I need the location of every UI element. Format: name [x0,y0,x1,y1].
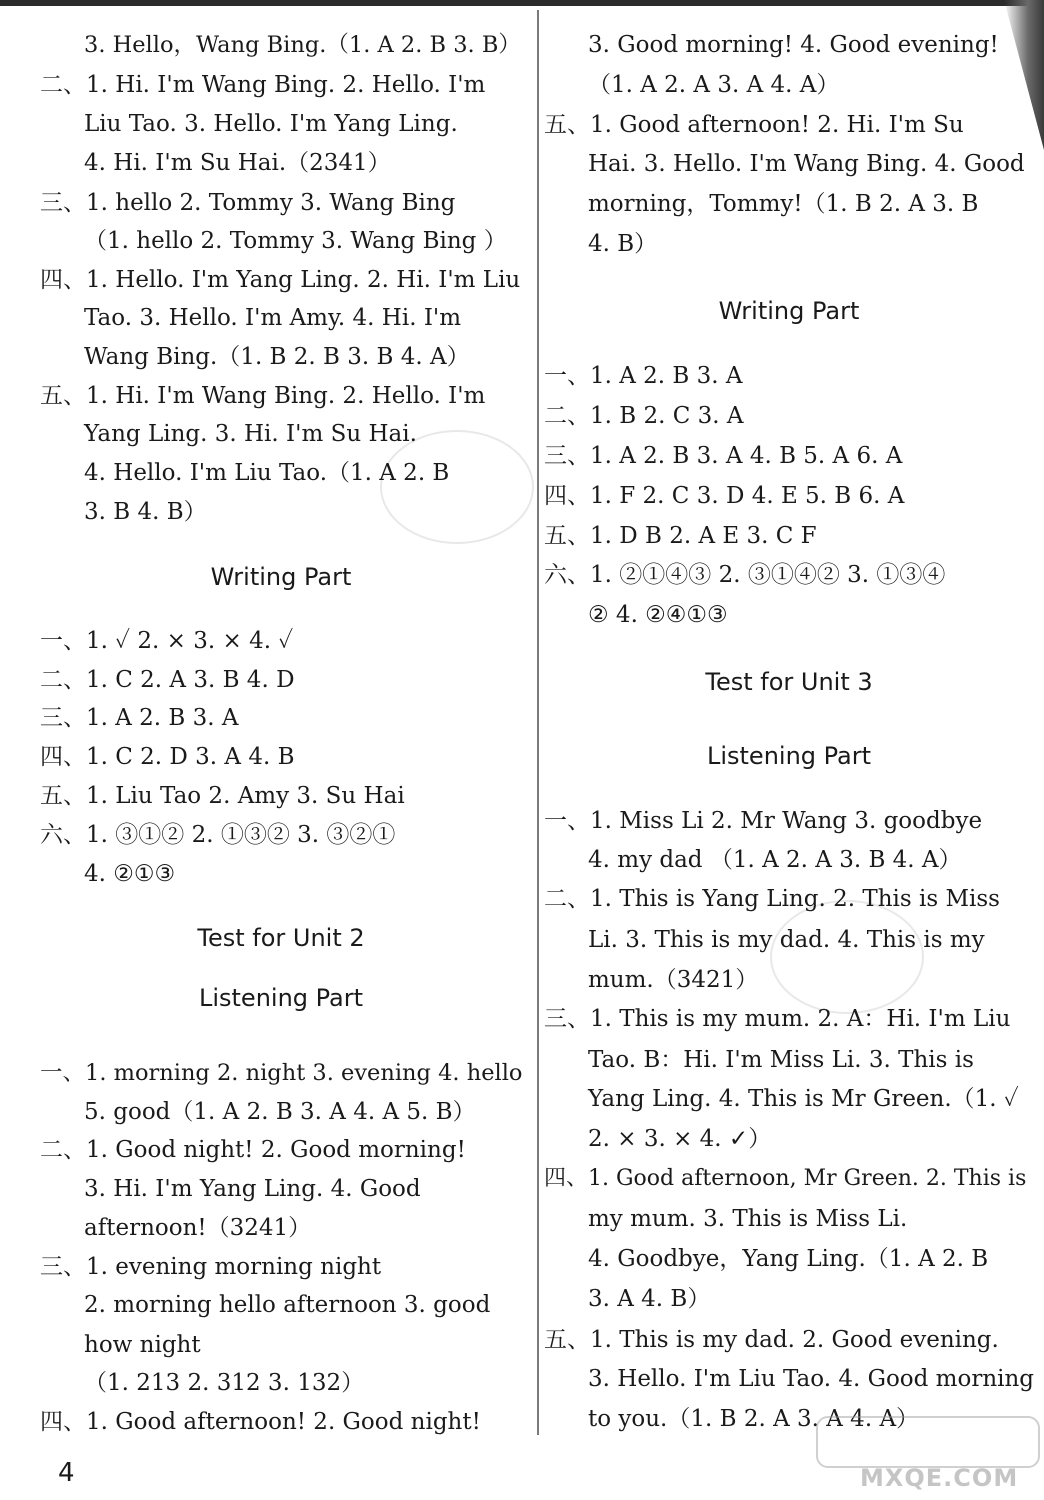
page-number: 4 [58,1458,75,1488]
answer-line: Yang Ling. 3. Hi. I'm Su Hai. [84,421,417,447]
answer-line: 四、1. Good afternoon! 2. Good night! [40,1409,481,1435]
answer-line: （1. hello 2. Tommy 3. Wang Bing ） [84,228,507,254]
answer-line: 二、1. C 2. A 3. B 4. D [40,667,295,693]
answer-line: 3. Hello. I'm Liu Tao. 4. Good morning [588,1366,1035,1392]
answer-line: Liu Tao. 3. Hello. I'm Yang Ling. [84,111,458,137]
answer-line: 五、1. This is my dad. 2. Good evening. [544,1327,999,1353]
watermark [816,1416,1036,1494]
answer-line: 4. Hello. I'm Liu Tao.（1. A 2. B [84,460,450,486]
answer-line: 二、1. This is Yang Ling. 2. This is Miss [544,886,1000,912]
section-heading: Writing Part [718,297,860,325]
answer-line: 三、1. This is my mum. 2. A：Hi. I'm Liu [544,1006,1011,1032]
answer-line: to you.（1. B 2. A 3. A 4. A） [588,1406,920,1432]
section-heading: Writing Part [210,563,352,591]
column-divider [537,10,539,1435]
answer-line: 三、1. A 2. B 3. A 4. B 5. A 6. A [544,443,903,469]
answer-line: 3. Hello，Wang Bing.（1. A 2. B 3. B） [84,32,521,58]
answer-line: 一、1. Miss Li 2. Mr Wang 3. goodbye [544,808,983,834]
answer-line: 四、1. Hello. I'm Yang Ling. 2. Hi. I'm Liu [40,267,521,293]
answer-line: 一、1. A 2. B 3. A [544,363,743,389]
answer-line: 六、1. ②①④③ 2. ③①④② 3. ①③④ [544,562,946,588]
answer-line: 5. good（1. A 2. B 3. A 4. A 5. B） [84,1099,476,1125]
answer-line: 一、1. morning 2. night 3. evening 4. hello [40,1060,523,1086]
section-heading: Listening Part [706,742,872,770]
answer-line: 二、1. Good night! 2. Good morning! [40,1137,466,1163]
answer-line: Li. 3. This is my dad. 4. This is my [588,927,985,953]
page-top-edge [0,0,1044,6]
answer-line: 五、1. Hi. I'm Wang Bing. 2. Hello. I'm [40,383,486,409]
answer-line: afternoon!（3241） [84,1215,312,1241]
answer-line: 4. B） [588,231,658,257]
answer-line: 4. ②①③ [84,861,176,887]
answer-line: 三、1. hello 2. Tommy 3. Wang Bing [40,190,456,216]
answer-line: Yang Ling. 4. This is Mr Green.（1. ✓ [588,1086,1019,1112]
answer-line: 五、1. D B 2. A E 3. C F [544,523,817,549]
answer-line: 4. my dad （1. A 2. A 3. B 4. A） [588,847,962,873]
watermark-logo [816,1416,1040,1468]
answer-line: morning，Tommy!（1. B 2. A 3. B [588,191,979,217]
answer-line: 二、1. Hi. I'm Wang Bing. 2. Hello. I'm [40,72,486,98]
answer-line: 四、1. Good afternoon, Mr Green. 2. This is [544,1166,1027,1191]
answer-line: 三、1. A 2. B 3. A [40,705,239,731]
answer-line: Wang Bing.（1. B 2. B 3. B 4. A） [84,344,470,370]
answer-line: ② 4. ②④①③ [588,602,728,628]
answer-line: 3. A 4. B） [588,1286,711,1312]
answer-line: 2. morning hello afternoon 3. good [84,1292,491,1318]
answer-line: how night [84,1332,201,1358]
answer-line: 3. Good morning! 4. Good evening! [588,32,999,58]
answer-line: 二、1. B 2. C 3. A [544,403,744,429]
answer-line: 五、1. Liu Tao 2. Amy 3. Su Hai [40,783,405,809]
answer-line: 四、1. F 2. C 3. D 4. E 5. B 6. A [544,483,905,509]
page-corner-fold [1004,0,1044,150]
answer-line: （1. 213 2. 312 3. 132） [84,1370,365,1396]
answer-line: mum.（3421） [588,967,759,993]
answer-line: 六、1. ③①② 2. ①③② 3. ③②① [40,822,396,848]
answer-line: （1. A 2. A 3. A 4. A） [588,72,840,98]
section-heading: Test for Unit 2 [197,924,365,952]
answer-line: my mum. 3. This is Miss Li. [588,1206,908,1232]
answer-line: Tao. 3. Hello. I'm Amy. 4. Hi. I'm [84,305,462,331]
answer-line: 3. B 4. B） [84,499,207,525]
answer-line: 三、1. evening morning night [40,1254,382,1280]
answer-line: Hai. 3. Hello. I'm Wang Bing. 4. Good [588,151,1025,177]
answer-line: Tao. B：Hi. I'm Miss Li. 3. This is [588,1047,974,1073]
answer-line: 一、1. ✓ 2. × 3. × 4. ✓ [40,628,294,654]
answer-line: 3. Hi. I'm Yang Ling. 4. Good [84,1176,421,1202]
section-heading: Listening Part [198,984,364,1012]
answer-line: 五、1. Good afternoon! 2. Hi. I'm Su [544,112,964,138]
faint-stamp [770,900,924,1014]
answer-line: 4. Hi. I'm Su Hai.（2341） [84,150,391,176]
answer-line: 四、1. C 2. D 3. A 4. B [40,744,295,770]
watermark-url: MXQE.COM [860,1464,1019,1492]
section-heading: Test for Unit 3 [705,668,873,696]
answer-line: 4. Goodbye，Yang Ling.（1. A 2. B [588,1246,989,1272]
answer-line: 2. × 3. × 4. ✓） [588,1126,772,1152]
